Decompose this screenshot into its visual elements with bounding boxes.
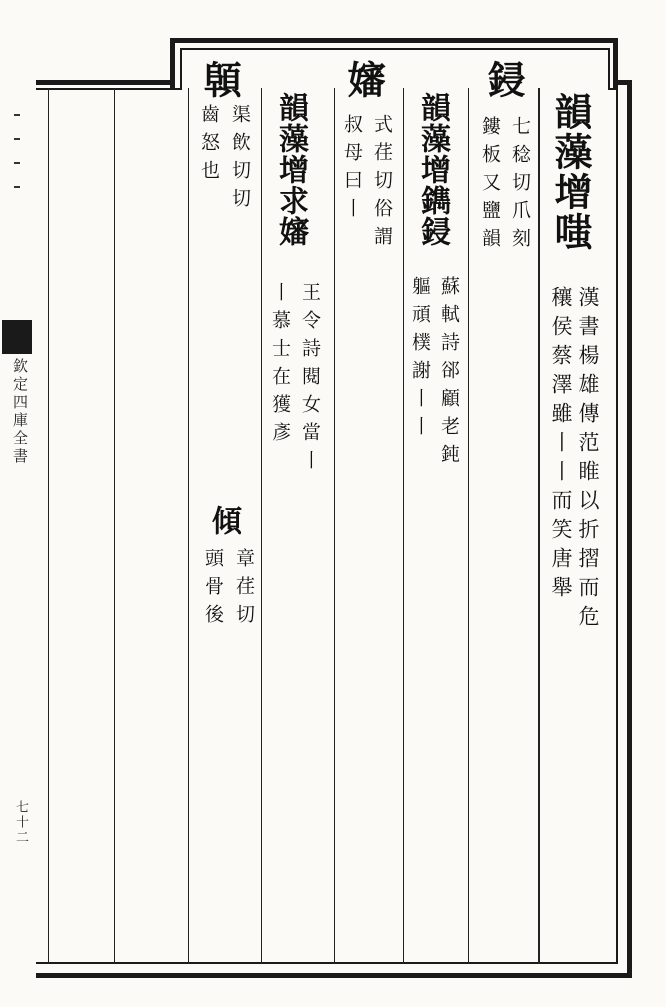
column-rule <box>403 88 404 964</box>
header-tab-inner <box>180 48 610 90</box>
entry-text: 七稔切爪刻 <box>509 116 531 256</box>
entry-headword: 韻藻增鐫鋟 <box>415 92 450 247</box>
entry-headword: 鋟 <box>481 60 526 100</box>
column-rule <box>261 88 262 964</box>
entry-headword: 顊 <box>197 60 242 100</box>
entry-text: 軀頑樸謝丨丨 <box>409 276 431 444</box>
entry-text: 章荏切 <box>233 548 255 632</box>
entry-text: 渠飲切切 <box>229 104 251 216</box>
entry-text: 丨慕士在獲彥 <box>269 282 291 450</box>
entry-text: 式荏切俗謂 <box>371 114 393 254</box>
entry-headword: 嬸 <box>341 60 386 100</box>
fold-fishtail <box>2 320 32 354</box>
entry-headword: 韻藻增求嬸 <box>273 92 308 247</box>
entry-text: 鏤板又鹽韻 <box>479 116 501 256</box>
entry-text: 叔母曰丨 <box>341 114 363 226</box>
fold-marks <box>2 100 32 310</box>
column-rule <box>468 88 469 964</box>
entry-text: 王令詩閱女當丨 <box>299 282 321 478</box>
column-rule <box>48 88 49 964</box>
entry-headword: 韻藻增嗤 <box>548 92 593 252</box>
column-rule <box>114 88 115 964</box>
entry-text: 齒怒也 <box>198 104 220 188</box>
entry-text: 漢書楊雄傳范睢以折摺而危 <box>576 286 600 634</box>
entry-text: 穰侯蔡澤雖丨丨而笑唐舉 <box>549 286 573 605</box>
column-rule <box>334 88 335 964</box>
entry-headword: 傾 <box>206 505 241 536</box>
column-rule <box>188 88 189 964</box>
fold-page-number: 七十二 <box>13 800 28 845</box>
entry-text: 蘇軾詩郤顧老鈍 <box>438 276 460 472</box>
fold-title: 欽定四庫全書 <box>11 358 29 466</box>
column-rule <box>538 88 540 964</box>
entry-text: 頭骨後 <box>202 548 224 632</box>
